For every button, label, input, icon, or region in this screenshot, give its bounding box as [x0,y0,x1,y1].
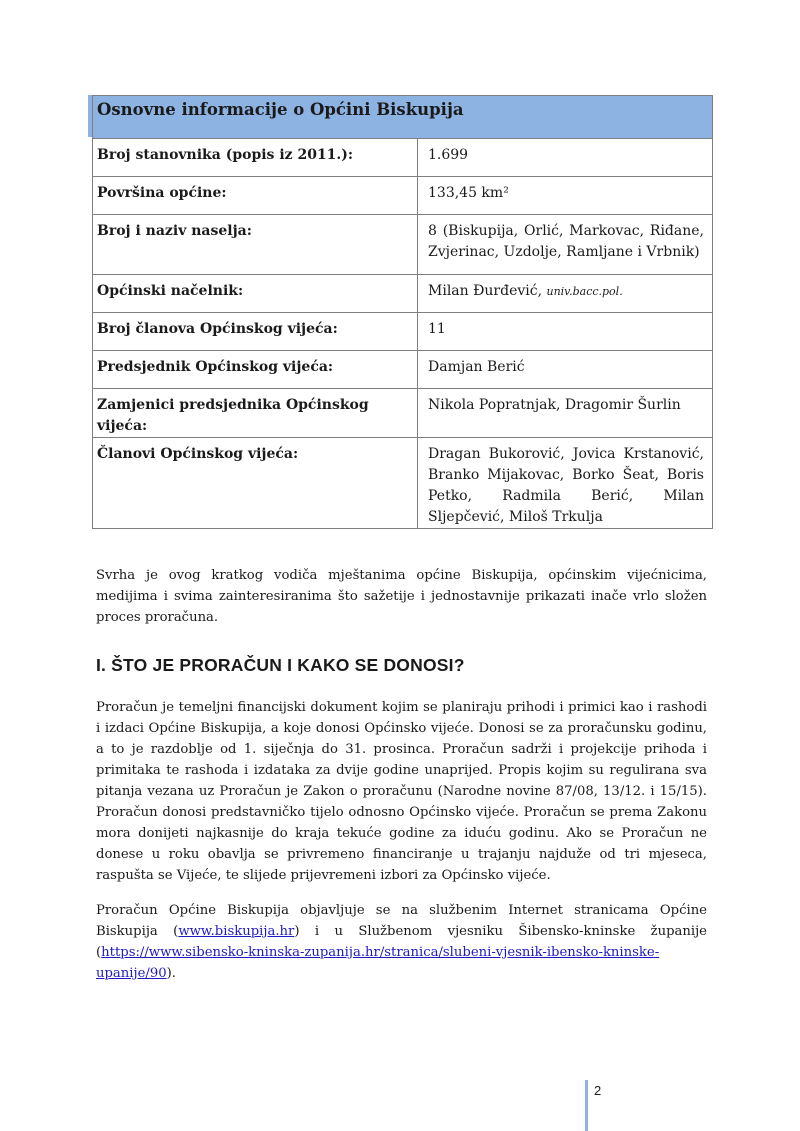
publish-text-1: Proračun Općine Biskupija objavljuje se na službenim Internet stranicama Općine Biskupija ( [96,903,707,939]
row-label: Općinski načelnik: [97,283,244,299]
row-label: Broj članova Općinskog vijeća: [97,321,338,337]
row-label: Površina općine: [97,185,227,201]
intro-paragraph: Svrha je ovog kratkog vodiča mještanima općine Biskupija, općinskim vijećnicima, medijima i svima zainteresiranima što sažetije i jednostavnije prikazati inače vrlo složen proces proračuna. [96,568,707,625]
row-label: Članovi Općinskog vijeća: [97,446,299,462]
page-number: 2 [594,1083,602,1098]
biskupija-link[interactable]: www.biskupija.hr [178,924,295,939]
official-gazette-link[interactable]: https://www.sibensko-kninska-zupanija.hr/stranica/slubeni-vjesnik-ibensko-kninske-upanije/90 [96,945,660,981]
row-value: 133,45 km² [428,185,509,201]
row-value: Nikola Popratnjak, Dragomir Šurlin [428,397,681,413]
row-value: 8 (Biskupija, Orlić, Markovac, Riđane, Zvjerinac, Uzdolje, Ramljane i Vrbnik) [428,223,704,260]
row-value: Dragan Bukorović, Jovica Krstanović, Branko Mijakovac, Borko Šeat, Boris Petko, Radmila Berić, Milan Sljepčević, Miloš Trkulja [428,446,704,525]
table-header-row [93,96,713,139]
row-label: Zamjenici predsjednika Općinskog vijeća: [97,397,369,434]
publish-text-3: ). [166,966,176,981]
table-row [93,139,713,177]
row-value: Damjan Berić [428,359,525,375]
row-value: 1.699 [428,147,469,163]
section-heading: I. ŠTO JE PRORAČUN I KAKO SE DONOSI? [96,655,465,675]
table-row [93,351,713,389]
mayor-name: Milan Đurđević, [428,283,543,299]
table-row [93,313,713,351]
row-label: Broj stanovnika (popis iz 2011.): [97,147,354,163]
publish-paragraph [96,900,707,984]
municipality-info-table [92,95,713,529]
footer-accent [585,1080,588,1131]
table-row [93,275,713,313]
table-row [93,215,713,275]
publish-text-2: ) i u Službenom vjesniku Šibensko-kninske županije ( [96,924,707,960]
table-row [93,177,713,215]
row-value [418,275,712,302]
row-value: 11 [428,321,446,337]
table-title: Osnovne informacije o Općini Biskupija [97,100,464,119]
row-label: Predsjednik Općinskog vijeća: [97,359,334,375]
table-row [93,438,713,529]
budget-paragraph: Proračun je temeljni financijski dokument kojim se planiraju prihodi i primici kao i rashodi i izdaci Općine Biskupija, a koje donosi Općinsko vijeće. Donosi se za proračunsku godinu, a to je razdoblje od 1. siječnja do 31. prosinca. Proračun sadrži i projekcije prihoda i primitaka te rashoda i izdataka za dvije godine unaprijed. Propis kojim su regulirana sva pitanja vezana uz Proračun je Zakon o proračunu (Narodne novine 87/08, 13/12. i 15/15). Proračun donosi predstavničko tijelo odnosno Općinsko vijeće. Proračun se prema Zakonu mora donijeti najkasnije do kraja tekuće godine za iduću godinu. Ako se Proračun ne donese u roku obavlja se privremeno financiranje u trajanju najduže od tri mjeseca, raspušta se Vijeće, te slijede prijevremeni izbori za Općinsko vijeće. [96,700,707,883]
table-row [93,389,713,438]
row-label: Broj i naziv naselja: [97,223,252,239]
mayor-title: univ.bacc.pol. [546,285,623,298]
